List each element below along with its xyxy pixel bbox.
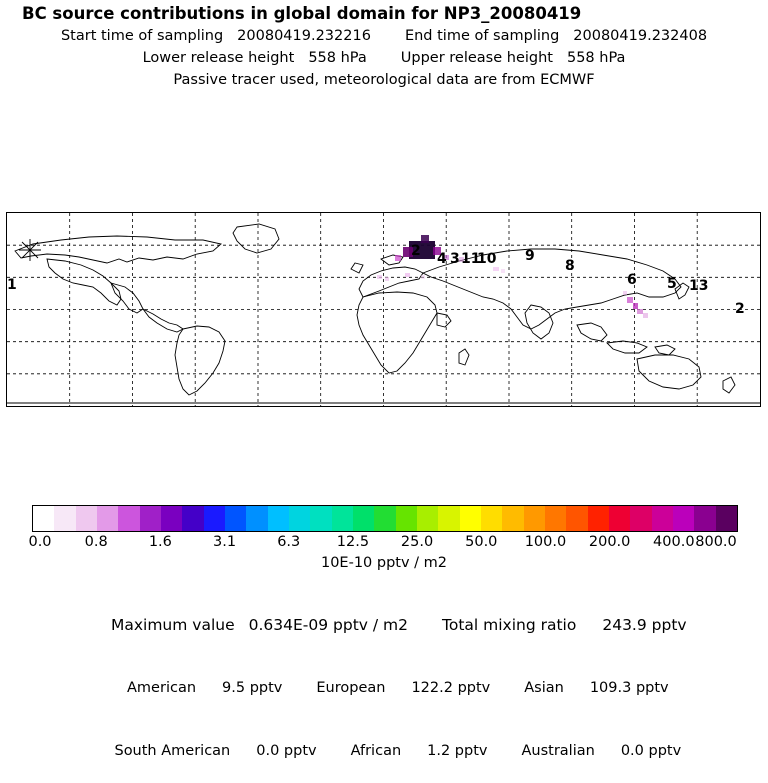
svg-text:1: 1 xyxy=(7,277,17,293)
release-point-marker xyxy=(19,239,41,261)
colorbar-cell-27 xyxy=(609,506,630,531)
lower-release-value: 558 hPa xyxy=(308,50,367,66)
colorbar-cell-30 xyxy=(673,506,694,531)
start-time-label: Start time of sampling xyxy=(60,28,224,44)
colorbar-cell-19 xyxy=(438,506,459,531)
colorbar-cell-29 xyxy=(652,506,673,531)
colorbar-unit-label: 10E-10 pptv / m2 xyxy=(320,555,448,571)
colorbar-cell-2 xyxy=(76,506,97,531)
max-value-label: Maximum value xyxy=(110,616,235,634)
colorbar-tick-labels xyxy=(28,534,738,552)
region-value-american: 9.5 pptv xyxy=(222,680,283,696)
region-value-australian: 0.0 pptv xyxy=(620,743,682,759)
page-title: BC source contributions in global domain for NP3_20080419 xyxy=(22,4,582,23)
statistics-panel xyxy=(0,594,768,783)
colorbar-cell-26 xyxy=(588,506,609,531)
region-name-asian: Asian xyxy=(524,680,564,696)
colorbar-cell-0 xyxy=(33,506,54,531)
tracer-note: Passive tracer used, meteorological data are from ECMWF xyxy=(173,72,595,88)
world-map-panel xyxy=(6,212,761,407)
colorbar-tick-4: 6.3 xyxy=(277,534,301,550)
svg-text:4: 4 xyxy=(437,251,447,267)
colorbar-cell-12 xyxy=(289,506,310,531)
colorbar-cell-6 xyxy=(161,506,182,531)
colorbar-cell-32 xyxy=(716,506,737,531)
colorbar-cell-5 xyxy=(140,506,161,531)
lower-release-label: Lower release height xyxy=(142,50,295,66)
region-name-american: American xyxy=(127,680,197,696)
colorbar-tick-3: 3.1 xyxy=(213,534,237,550)
end-time-value: 20080419.232408 xyxy=(573,28,708,44)
summary-row xyxy=(0,594,768,657)
svg-text:6: 6 xyxy=(627,272,637,288)
colorbar-tick-10: 400.0 xyxy=(653,534,695,550)
colorbar-tick-2: 1.6 xyxy=(148,534,172,550)
colorbar-panel xyxy=(28,505,738,571)
colorbar-cell-17 xyxy=(396,506,417,531)
svg-text:2: 2 xyxy=(735,301,745,317)
start-time-value: 20080419.232216 xyxy=(237,28,371,44)
colorbar-cell-18 xyxy=(417,506,438,531)
svg-text:11: 11 xyxy=(461,251,481,267)
colorbar-tick-5: 12.5 xyxy=(336,534,370,550)
graticule-grid xyxy=(7,213,760,406)
region-value-african: 1.2 pptv xyxy=(427,743,488,759)
colorbar-cell-31 xyxy=(694,506,715,531)
figure-header xyxy=(0,4,768,90)
colorbar-cell-14 xyxy=(332,506,353,531)
svg-text:3: 3 xyxy=(450,251,460,267)
colorbar-gradient xyxy=(32,505,738,532)
colorbar-cell-15 xyxy=(353,506,374,531)
release-height-line xyxy=(0,48,768,68)
colorbar-cell-23 xyxy=(524,506,545,531)
colorbar-cell-25 xyxy=(566,506,587,531)
colorbar-cell-24 xyxy=(545,506,566,531)
colorbar-cell-7 xyxy=(182,506,203,531)
region-value-asian: 109.3 pptv xyxy=(589,680,669,696)
svg-text:2: 2 xyxy=(411,243,421,259)
max-value: 0.634E-09 pptv / m2 xyxy=(248,616,408,634)
colorbar-cell-16 xyxy=(374,506,395,531)
end-time-label: End time of sampling xyxy=(404,28,560,44)
region-row-2 xyxy=(0,720,768,783)
svg-text:5: 5 xyxy=(667,276,677,292)
colorbar-tick-0: 0.0 xyxy=(28,534,52,550)
upper-release-label: Upper release height xyxy=(400,50,553,66)
colorbar-cell-20 xyxy=(460,506,481,531)
region-name-european: European xyxy=(316,680,386,696)
colorbar-cell-10 xyxy=(246,506,267,531)
upper-release-value: 558 hPa xyxy=(566,50,626,66)
svg-text:8: 8 xyxy=(565,258,575,274)
colorbar-tick-11: 800.0 xyxy=(695,534,737,550)
colorbar-tick-8: 100.0 xyxy=(524,534,567,550)
colorbar-tick-7: 50.0 xyxy=(465,534,498,550)
colorbar-cell-22 xyxy=(502,506,523,531)
colorbar-cell-8 xyxy=(204,506,225,531)
colorbar-tick-9: 200.0 xyxy=(588,534,631,550)
region-value-south-american: 0.0 pptv xyxy=(256,743,317,759)
colorbar-cell-13 xyxy=(310,506,331,531)
colorbar-cell-1 xyxy=(54,506,75,531)
total-mixing-ratio-value: 243.9 pptv xyxy=(602,616,687,634)
total-mixing-ratio-label: Total mixing ratio xyxy=(442,616,577,634)
colorbar-cell-11 xyxy=(268,506,289,531)
svg-text:13: 13 xyxy=(689,278,709,294)
colorbar-cell-3 xyxy=(97,506,118,531)
colorbar-cell-9 xyxy=(225,506,246,531)
colorbar-tick-6: 25.0 xyxy=(400,534,434,550)
world-map-svg xyxy=(7,213,760,406)
region-name-australian: Australian xyxy=(521,743,595,759)
colorbar-cell-4 xyxy=(118,506,139,531)
colorbar-tick-1: 0.8 xyxy=(84,534,108,550)
svg-text:9: 9 xyxy=(525,248,535,264)
sampling-time-line xyxy=(0,26,768,46)
colorbar-cell-28 xyxy=(630,506,651,531)
region-row-1 xyxy=(0,657,768,720)
svg-text:10: 10 xyxy=(477,251,497,267)
region-name-african: African xyxy=(350,743,402,759)
region-name-south-american: South American xyxy=(114,743,231,759)
region-value-european: 122.2 pptv xyxy=(411,680,491,696)
colorbar-cell-21 xyxy=(481,506,502,531)
